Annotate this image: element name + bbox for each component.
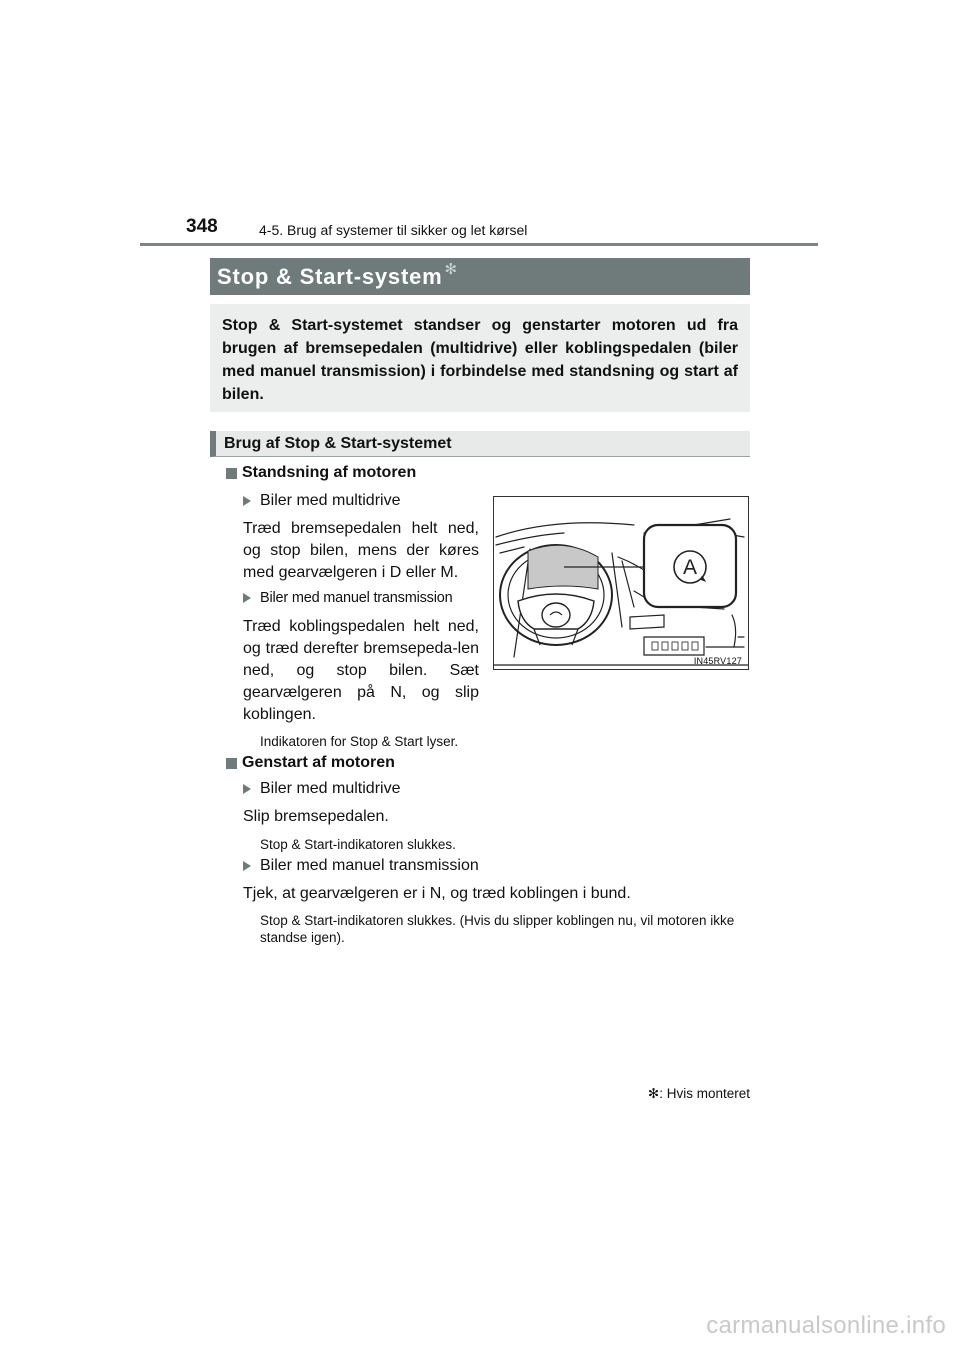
restart-heading-text: Genstart af motoren — [242, 754, 395, 771]
title-bar — [210, 258, 750, 295]
footnote — [648, 1086, 750, 1102]
stop-manual-label-text: Biler med manuel transmission — [260, 590, 453, 606]
square-bullet-icon — [226, 468, 237, 479]
triangle-bullet-icon — [243, 593, 251, 603]
asterisk-icon: ✻ — [647, 1086, 660, 1101]
restart-heading — [226, 754, 395, 772]
subheading: Brug af Stop & Start-systemet — [224, 434, 452, 452]
square-bullet-icon — [226, 758, 237, 769]
watermark: carmanualsonline.info — [706, 1312, 946, 1339]
stop-multidrive-label-text: Biler med multidrive — [260, 492, 401, 509]
restart-multidrive-text: Slip bremsepedalen. — [243, 808, 389, 825]
intro-box — [210, 304, 750, 412]
stop-multidrive-label — [243, 492, 400, 510]
page-number: 348 — [186, 216, 218, 237]
callout-letter: A — [682, 556, 698, 579]
triangle-bullet-icon — [243, 496, 251, 506]
stop-multidrive-text: Træd bremsepedalen helt ned, og stop bilen, mens der køres med gearvælgeren i D eller M. — [243, 520, 479, 581]
dashboard-drawing — [494, 497, 748, 669]
figure-code: IN45RV127 — [693, 656, 742, 666]
stop-note: Indikatoren for Stop & Start lyser. — [260, 734, 459, 749]
chapter-heading: 4-5. Brug af systemer til sikker og let kørsel — [259, 222, 528, 238]
restart-manual-note: Stop & Start-indikatoren slukkes. (Hvis du slipper koblingen nu, vil motoren ikke standse igen). — [260, 913, 735, 945]
stop-manual-label — [243, 590, 452, 606]
stop-heading-text: Standsning af motoren — [242, 464, 417, 481]
dashboard-illustration — [493, 496, 749, 670]
restart-manual-label — [243, 857, 479, 875]
subheading-bar — [210, 431, 750, 457]
triangle-bullet-icon — [243, 784, 251, 794]
stop-manual-text: Træd koblingspedalen helt ned, og træd derefter bremsepeda-len ned, og stop bilen. Sæt gearvælgeren på N, og slip koblingen. — [243, 618, 479, 723]
restart-multidrive-label — [243, 780, 400, 798]
restart-multidrive-label-text: Biler med multidrive — [260, 780, 401, 797]
asterisk-icon: ✻ — [444, 260, 458, 278]
intro-text: Stop & Start-systemet standser og genstarter motoren ud fra brugen af bremsepedalen (multidrive) eller koblingspedalen (biler med manuel transmission) i forbindelse med standsning og start af bilen. — [222, 317, 738, 403]
footnote-text: : Hvis monteret — [659, 1086, 750, 1101]
stop-heading — [226, 464, 416, 482]
restart-manual-text: Tjek, at gearvælgeren er i N, og træd koblingen i bund. — [243, 885, 631, 902]
restart-multidrive-note: Stop & Start-indikatoren slukkes. — [260, 837, 456, 852]
header-divider — [140, 243, 818, 246]
triangle-bullet-icon — [243, 861, 251, 871]
page-title: Stop & Start-system — [217, 263, 443, 289]
restart-manual-label-text: Biler med manuel transmission — [260, 857, 479, 874]
